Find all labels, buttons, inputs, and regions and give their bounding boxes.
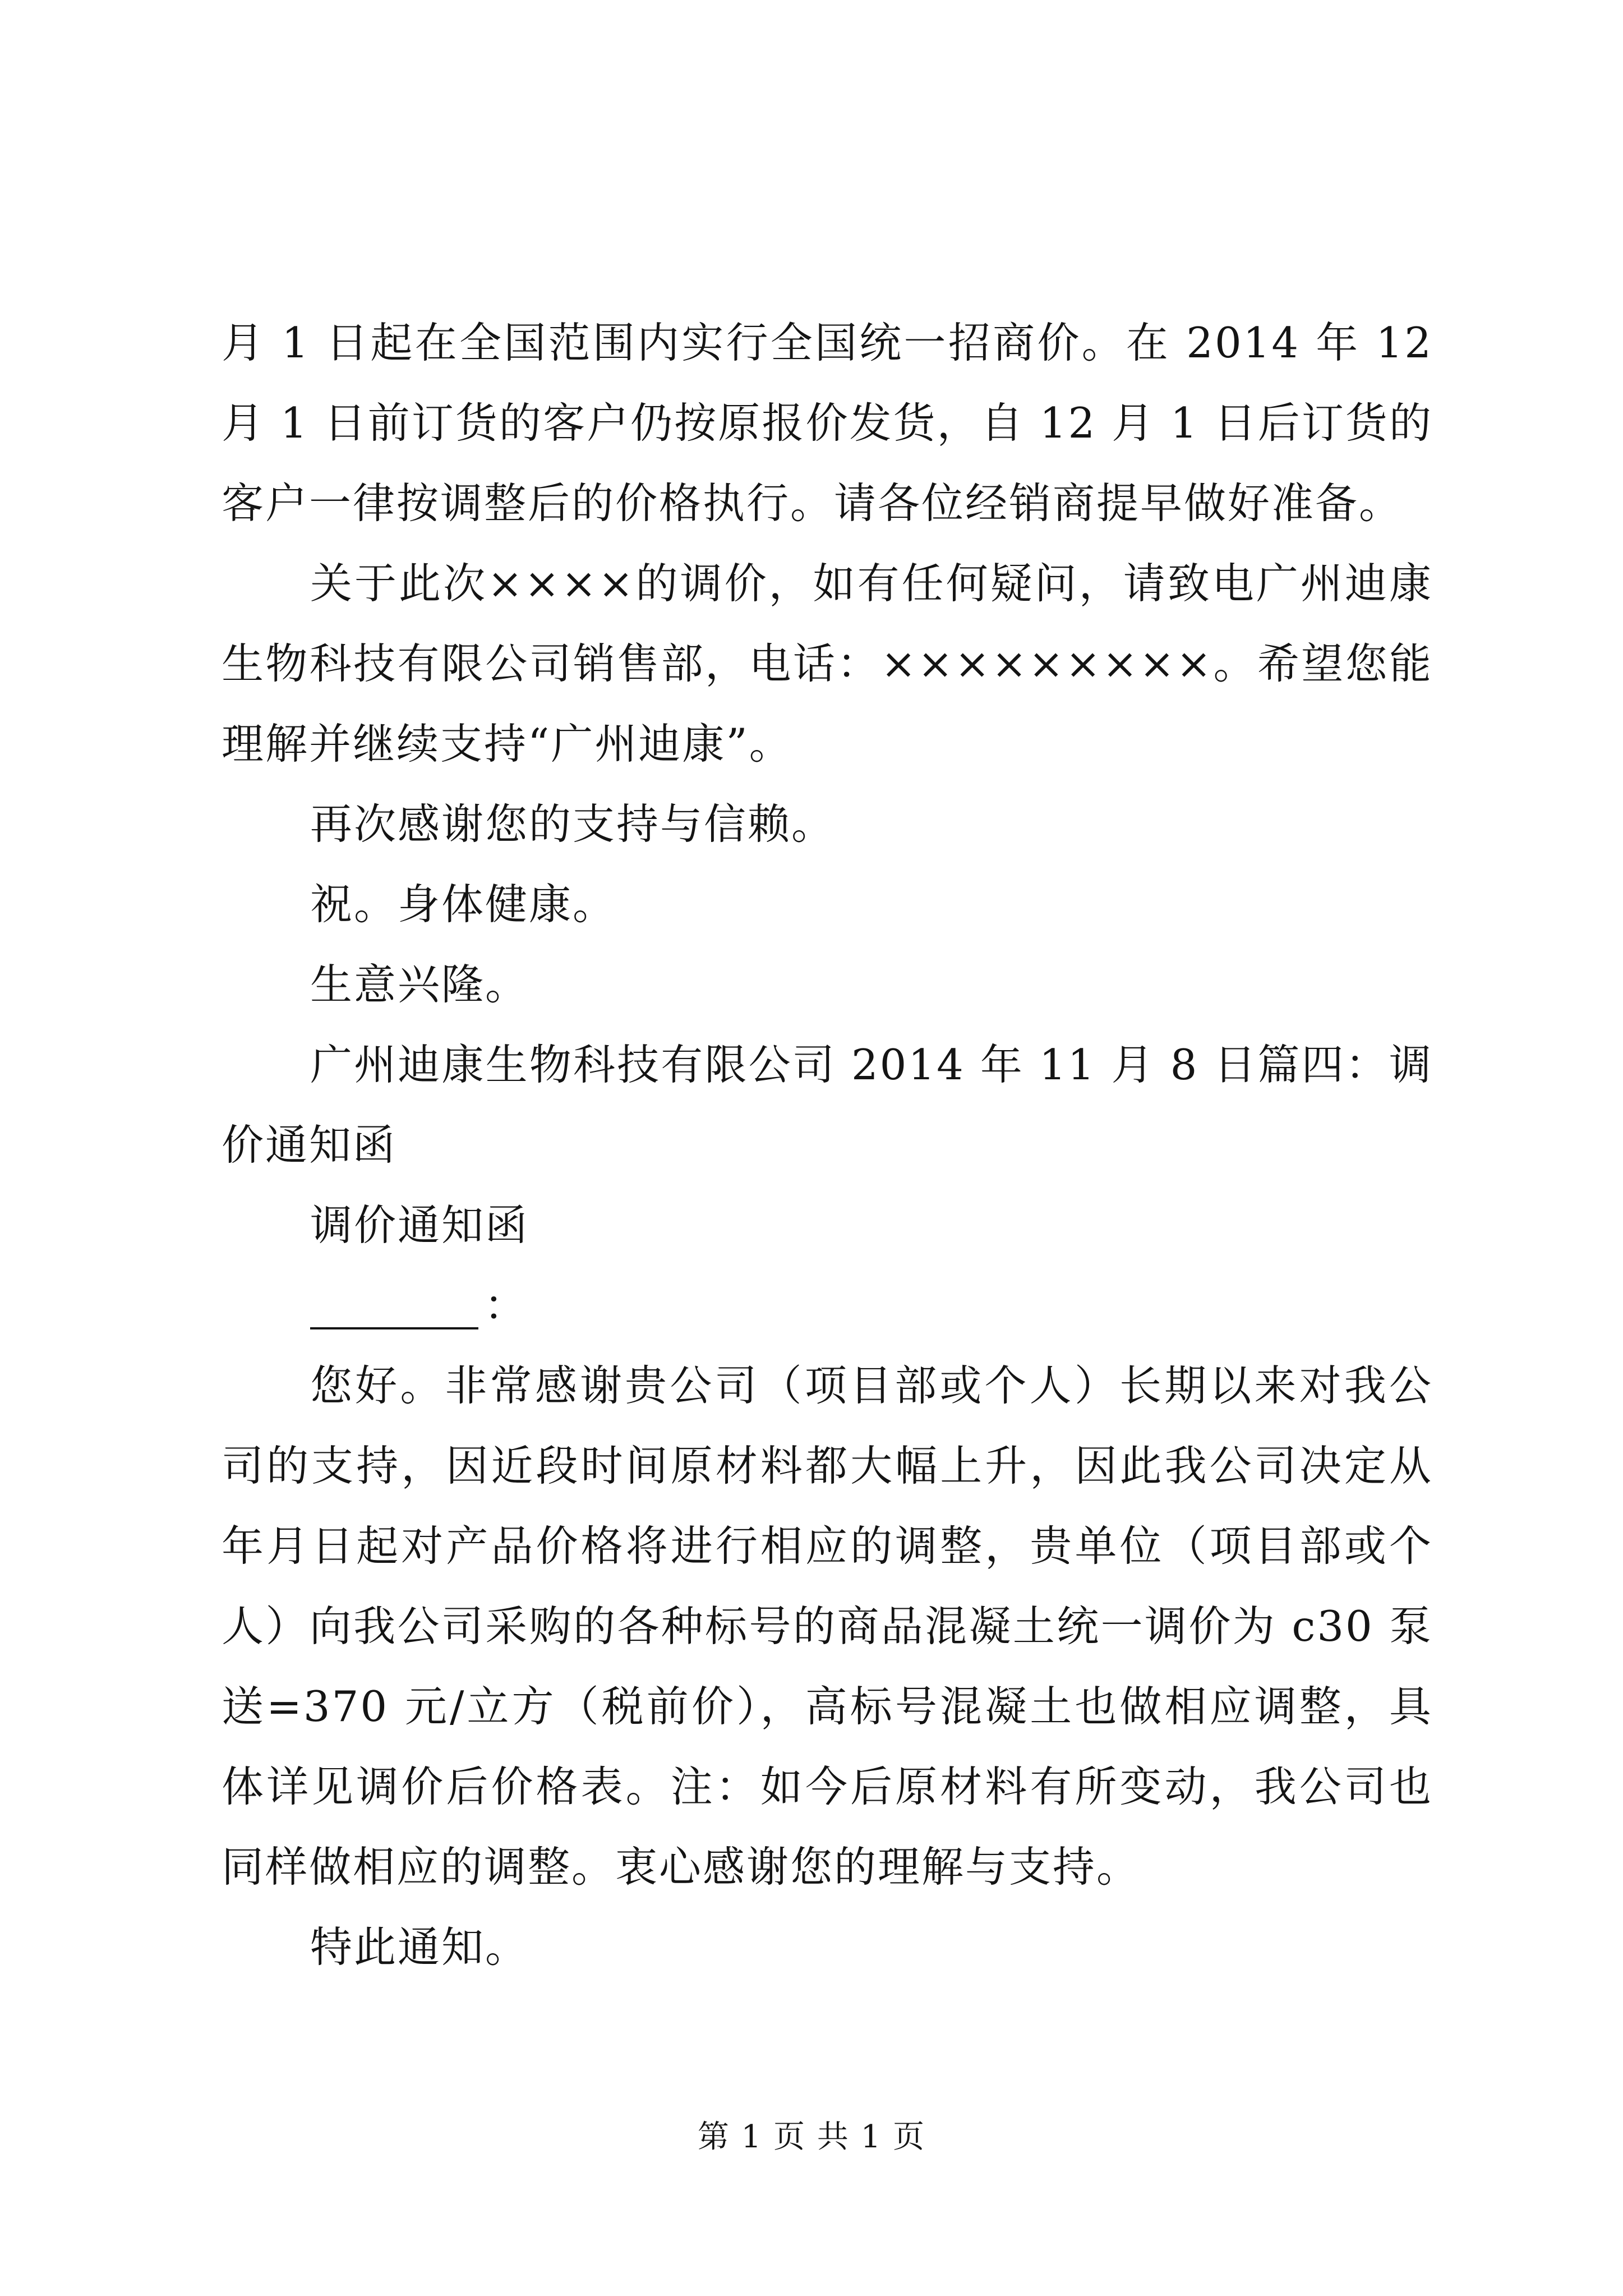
paragraph-closing: 特此通知。 (310, 1922, 529, 1972)
paragraph-5: 生意兴隆。 (310, 960, 529, 1009)
addressee-line (222, 1266, 1433, 1346)
paragraph-4: 祝。身体健康。 (310, 880, 617, 929)
paragraph-3: 再次感谢您的支持与信赖。 (310, 799, 836, 849)
addressee-blank (310, 1327, 478, 1329)
page-number-footer: 第 1 页 共 1 页 (697, 2119, 926, 2155)
notice-title: 调价通知函 (310, 1200, 529, 1250)
addressee-colon: ： (484, 1281, 527, 1330)
paragraph-body: 您好。非常感谢贵公司（项目部或个人）长期以来对我公司的支持，因近段时间原材料都大幅上升，因此我公司决定从年月日起对产品价格将进行相应的调整，贵单位（项目部或个人）向我公司采购的各种标号的商品混凝土统一调价为 c30 泵送=370 元/立方（税前价），高标号混凝土也做相应调整，具体详见调价后价格表。注：如今后原材料有所变动，我公司也同样做相应的调整。衷心感谢您的理解与支持。 (222, 1361, 1433, 1892)
paragraph-6: 广州迪康生物科技有限公司 2014 年 11 月 8 日篇四：调价通知函 (222, 1040, 1433, 1170)
document-body (222, 303, 1433, 1987)
paragraph-2: 关于此次××××的调价，如有任何疑问，请致电广州迪康生物科技有限公司销售部，电话：×××××××××。希望您能理解并继续支持“广州迪康”。 (222, 559, 1433, 769)
paragraph-1: 月 1 日起在全国范围内实行全国统一招商价。在 2014 年 12 月 1 日前订货的客户仍按原报价发货，自 12 月 1 日后订货的客户一律按调整后的价格执行。请各位经销商提早做好准备。 (222, 318, 1433, 528)
